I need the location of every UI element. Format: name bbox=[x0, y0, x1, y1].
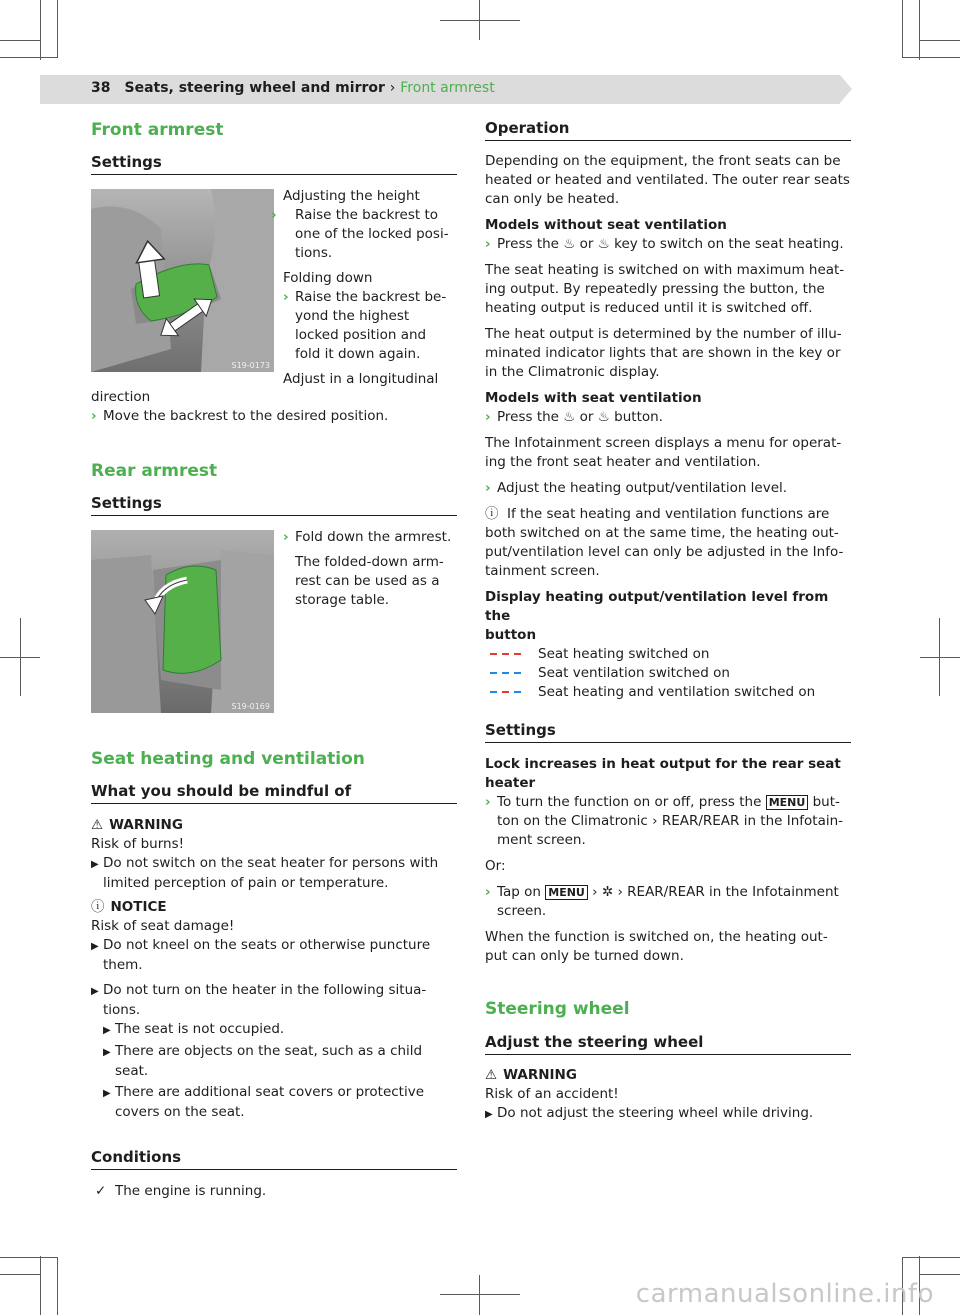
subheading-operation: Operation bbox=[485, 119, 851, 141]
subheading-settings: Settings bbox=[91, 494, 457, 516]
both-line: put/ventilation level can only be adjusted in the Info- bbox=[485, 544, 844, 560]
checkmark-icon: ✓ bbox=[95, 1183, 107, 1199]
crop-mark bbox=[440, 20, 520, 21]
crop-mark bbox=[40, 0, 41, 60]
chevron-right-icon: › bbox=[485, 236, 491, 252]
tap-step: › Tap on MENU › ✲ › REAR/REAR in the Infotainment bbox=[485, 884, 839, 900]
page-header-arrow bbox=[840, 75, 852, 103]
warning-box-accident bbox=[485, 1066, 851, 1124]
breadcrumb-separator: › bbox=[389, 80, 396, 96]
turn-line: ment screen. bbox=[497, 832, 586, 848]
display-heading: Display heating output/ventilation level from the bbox=[485, 589, 829, 624]
det-line: The heat output is determined by the number of illu- bbox=[485, 326, 842, 342]
fold-down-step: › Fold down the armrest. bbox=[283, 529, 452, 545]
info-note-icon: ⓘ bbox=[485, 506, 499, 522]
front-armrest-illustration bbox=[91, 189, 274, 372]
legend-red-dashes bbox=[490, 653, 526, 655]
det-line: in the Climatronic display. bbox=[485, 364, 660, 380]
det-line: minated indicator lights that are shown in the key or bbox=[485, 345, 841, 361]
subheading-adjust-steering: Adjust the steering wheel bbox=[485, 1033, 851, 1055]
figure-rear-armrest bbox=[91, 530, 274, 713]
chevron-right-icon: › bbox=[283, 289, 289, 305]
risk-accident-text: Risk of an accident! bbox=[485, 1086, 619, 1102]
triangle-bullet-icon: ▶ bbox=[103, 1047, 111, 1058]
max-line: heating output is reduced until it is switched off. bbox=[485, 300, 813, 316]
breadcrumb-current: Front armrest bbox=[400, 80, 495, 96]
triangle-bullet-icon: ▶ bbox=[91, 859, 99, 870]
watermark: carmanualsonline.info bbox=[635, 1279, 934, 1309]
legend-both: Seat heating and ventilation switched on bbox=[485, 683, 851, 702]
legend-mixed-dashes bbox=[490, 691, 526, 693]
max-line: The seat heating is switched on with maximum heat- bbox=[485, 262, 845, 278]
notice-heading: ⓘ NOTICE bbox=[91, 899, 167, 915]
no-kneel-item: ▶ Do not kneel on the seats or otherwise puncture bbox=[91, 936, 457, 956]
subheading-settings-right: Settings bbox=[485, 721, 851, 743]
rear-armrest-illustration bbox=[91, 530, 274, 713]
operation-body bbox=[485, 152, 851, 702]
legend-heating: Seat heating switched on bbox=[485, 645, 851, 664]
tap-line: screen. bbox=[497, 903, 547, 919]
page-number: 38 bbox=[91, 80, 111, 96]
crop-mark bbox=[0, 1257, 58, 1258]
folded-text-line: rest can be used as a bbox=[295, 573, 440, 589]
section-title-front-armrest: Front armrest bbox=[91, 120, 224, 140]
raise-beyond-step: › Raise the backrest be- bbox=[283, 289, 447, 305]
both-line: both switched on at the same time, the heating out- bbox=[485, 525, 839, 541]
rear-armrest-instructions bbox=[283, 528, 457, 610]
when-line: When the function is switched on, the heating out- bbox=[485, 929, 828, 945]
press-key-step: › Press the ♨ or ♨ key to switch on the seat heating. bbox=[485, 236, 844, 252]
breadcrumb-section[interactable]: Seats, steering wheel and mirror bbox=[124, 80, 385, 96]
crop-mark bbox=[20, 618, 21, 696]
folded-text-line: storage table. bbox=[295, 592, 390, 608]
triangle-bullet-icon: ▶ bbox=[485, 1109, 493, 1120]
info-line: ing the front seat heater and ventilation. bbox=[485, 454, 761, 470]
op-line: Depending on the equipment, the front seats can be bbox=[485, 153, 841, 169]
display-heading-line: button bbox=[485, 627, 537, 643]
no-vent-heading: Models without seat ventilation bbox=[485, 217, 727, 233]
warning-heading: ⚠ WARNING bbox=[91, 817, 183, 833]
section-title-seat-heating: Seat heating and ventilation bbox=[91, 749, 365, 769]
figure-label: S19-0169 bbox=[231, 702, 270, 711]
no-switch-item: ▶ Do not switch on the seat heater for persons with bbox=[91, 854, 457, 874]
no-turn-item: ▶ Do not turn on the heater in the following situa- bbox=[91, 981, 457, 1001]
crop-mark bbox=[902, 57, 960, 58]
crop-mark bbox=[920, 1274, 960, 1275]
move-backrest-step: › Move the backrest to the desired position. bbox=[91, 408, 389, 424]
objects-line: seat. bbox=[115, 1063, 149, 1079]
adjust-longitudinal-continued bbox=[91, 388, 457, 426]
menu-key-icon: MENU bbox=[766, 795, 809, 810]
warning-heading: ⚠ WARNING bbox=[485, 1067, 577, 1083]
figure-label: S19-0173 bbox=[231, 361, 270, 370]
risk-damage-text: Risk of seat damage! bbox=[91, 918, 235, 934]
covers-line: covers on the seat. bbox=[115, 1104, 245, 1120]
adjust-height-text: Adjusting the height bbox=[283, 188, 420, 204]
op-line: heated or heated and ventilated. The outer rear seats bbox=[485, 172, 850, 188]
chevron-right-icon: › bbox=[271, 207, 277, 223]
raise-step-line: one of the locked posi- bbox=[295, 226, 449, 242]
subheading-mindful: What you should be mindful of bbox=[91, 782, 457, 804]
folded-text-line: The folded-down arm- bbox=[295, 554, 444, 570]
triangle-bullet-icon: ▶ bbox=[103, 1025, 111, 1036]
section-title-steering-wheel: Steering wheel bbox=[485, 999, 630, 1019]
raise-beyond-line: yond the highest bbox=[295, 308, 410, 324]
crop-mark bbox=[902, 1257, 960, 1258]
crop-mark bbox=[479, 0, 480, 40]
crop-mark bbox=[920, 657, 960, 658]
crop-mark bbox=[902, 0, 903, 58]
triangle-bullet-icon: ▶ bbox=[91, 941, 99, 952]
adjust-level-step: › Adjust the heating output/ventilation level. bbox=[485, 480, 788, 496]
section-title-rear-armrest: Rear armrest bbox=[91, 461, 218, 481]
legend-ventilation: Seat ventilation switched on bbox=[485, 664, 851, 683]
no-switch-line: limited perception of pain or temperature. bbox=[103, 875, 389, 891]
crop-mark bbox=[919, 0, 920, 60]
crop-mark bbox=[920, 40, 960, 41]
adjust-longitudinal-text: Adjust in a longitudinal bbox=[283, 371, 439, 387]
subheading-conditions: Conditions bbox=[91, 1148, 457, 1170]
breadcrumb bbox=[91, 80, 495, 96]
chevron-right-icon: › bbox=[283, 529, 289, 545]
when-line: put can only be turned down. bbox=[485, 948, 684, 964]
legend-blue-dashes bbox=[490, 672, 526, 674]
folding-down-text: Folding down bbox=[283, 270, 373, 286]
subheading-settings: Settings bbox=[91, 153, 457, 175]
or-text: Or: bbox=[485, 858, 506, 874]
figure-front-armrest bbox=[91, 189, 274, 372]
raise-step-line: tions. bbox=[295, 245, 333, 261]
crop-mark bbox=[0, 40, 40, 41]
info-line: The Infotainment screen displays a menu for operat- bbox=[485, 435, 842, 451]
no-adjust-item: ▶ Do not adjust the steering wheel while driving. bbox=[485, 1104, 851, 1124]
chevron-right-icon: › bbox=[485, 794, 491, 810]
lock-heading-line: heater bbox=[485, 775, 536, 791]
turn-line: ton on the Climatronic › REAR/REAR in the Infotain- bbox=[497, 813, 844, 829]
chevron-right-icon: › bbox=[485, 409, 491, 425]
crop-mark bbox=[939, 618, 940, 696]
no-kneel-line: them. bbox=[103, 957, 143, 973]
covers-item: ▶ There are additional seat covers or protective bbox=[91, 1083, 457, 1103]
raise-step: › Raise the backrest to bbox=[271, 207, 438, 223]
turn-step: › To turn the function on or off, press the MENU but- bbox=[485, 794, 840, 810]
raise-beyond-line: fold it down again. bbox=[295, 346, 421, 362]
warning-box-burns bbox=[91, 816, 457, 893]
vent-heading: Models with seat ventilation bbox=[485, 390, 702, 406]
crop-mark bbox=[0, 57, 58, 58]
risk-burns-text: Risk of burns! bbox=[91, 836, 185, 852]
info-note: ⓘ If the seat heating and ventilation functions are bbox=[485, 506, 830, 522]
no-turn-line: tions. bbox=[103, 1002, 141, 1018]
chevron-right-icon: › bbox=[91, 408, 97, 424]
crop-mark bbox=[40, 1256, 41, 1315]
both-line: tainment screen. bbox=[485, 563, 600, 579]
warning-triangle-icon: ⚠ bbox=[485, 1067, 498, 1083]
notice-circle-icon: ⓘ bbox=[91, 899, 105, 915]
raise-beyond-line: locked position and bbox=[295, 327, 427, 343]
max-line: ing output. By repeatedly pressing the button, the bbox=[485, 281, 825, 297]
crop-mark bbox=[0, 1274, 40, 1275]
chevron-right-icon: › bbox=[485, 480, 491, 496]
not-occupied-item: ▶ The seat is not occupied. bbox=[91, 1020, 457, 1040]
warning-triangle-icon: ⚠ bbox=[91, 817, 104, 833]
press-button-step: › Press the ♨ or ♨ button. bbox=[485, 409, 663, 425]
op-line: can only be heated. bbox=[485, 191, 620, 207]
condition-item: ✓ The engine is running. bbox=[95, 1183, 267, 1199]
objects-item: ▶ There are objects on the seat, such as a child bbox=[91, 1042, 457, 1062]
triangle-bullet-icon: ▶ bbox=[91, 986, 99, 997]
crop-mark bbox=[57, 0, 58, 58]
crop-mark bbox=[57, 1257, 58, 1315]
chevron-right-icon: › bbox=[485, 884, 491, 900]
crop-mark bbox=[440, 1294, 520, 1295]
front-armrest-instructions bbox=[271, 187, 457, 389]
settings-body bbox=[485, 755, 851, 966]
notice-box-damage bbox=[91, 898, 457, 1122]
menu-key-icon: MENU bbox=[545, 885, 588, 900]
lock-heading: Lock increases in heat output for the rear seat bbox=[485, 756, 841, 772]
triangle-bullet-icon: ▶ bbox=[103, 1088, 111, 1099]
crop-mark bbox=[479, 1275, 480, 1315]
adjust-longitudinal-line: direction bbox=[91, 389, 151, 405]
